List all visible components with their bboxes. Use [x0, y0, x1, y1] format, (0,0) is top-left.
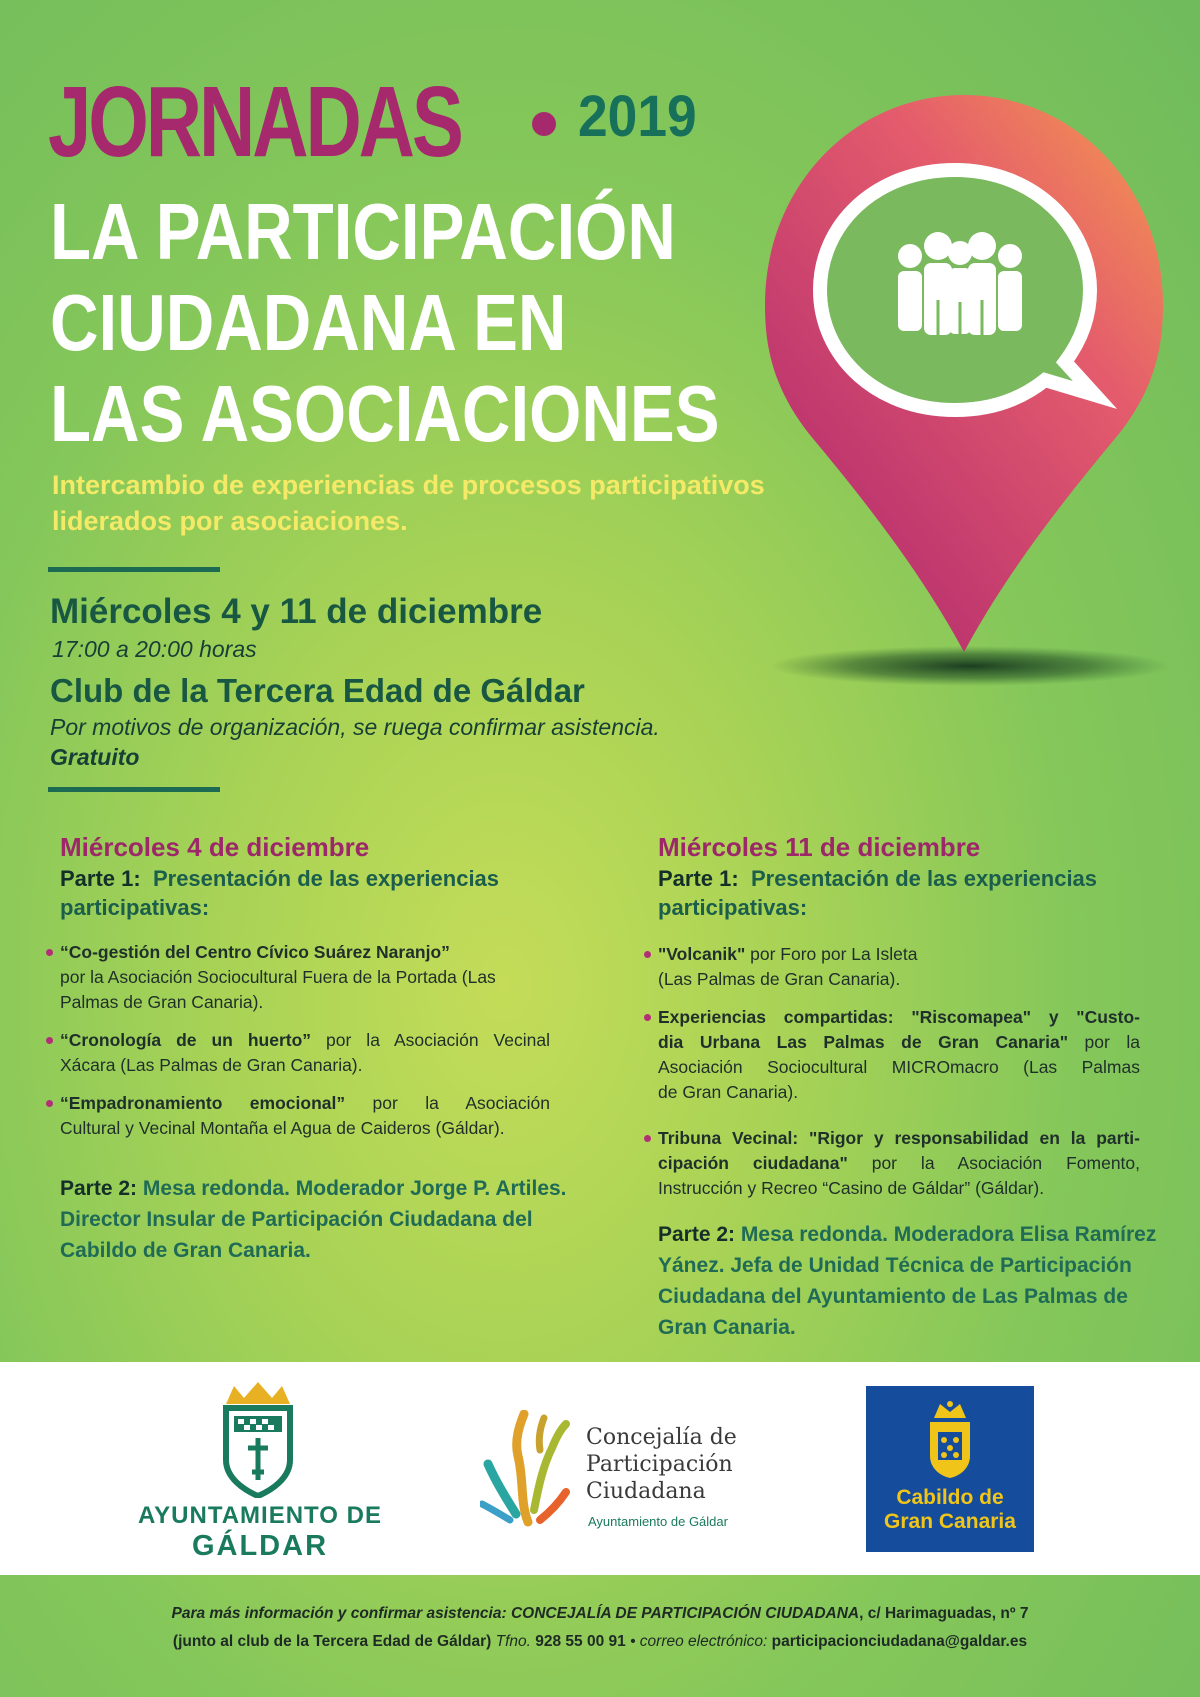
day2-heading: Miércoles 11 de diciembre [658, 832, 981, 862]
divider-top [48, 567, 220, 572]
day2-part2-label: Parte 2: [658, 1223, 736, 1246]
day1-part1-label: Parte 1: [60, 866, 141, 891]
cabildo-line-2: Gran Canaria [884, 1510, 1016, 1533]
day1-part2-label: Parte 2: [60, 1177, 138, 1200]
ayuntamiento-line-2: GÁLDAR [191, 1530, 329, 1562]
day2-part2-line-1: Mesa redonda. Moderadora Elisa Ramírez [740, 1223, 1157, 1246]
subtitle-line-2: liderados por asociaciones. [52, 506, 408, 536]
day2-part1-text-1: Presentación de las experiencias [750, 866, 1098, 891]
day2-item-2-line-2: de Gran Canaria). [658, 1082, 799, 1102]
event-dates: Miércoles 4 y 11 de diciembre [50, 592, 543, 631]
year: 2019 [578, 84, 697, 149]
day1-part1 [60, 864, 560, 922]
day2-item-2-title2: dia Urbana Las Palmas de Gran Canaria" [658, 1032, 1069, 1052]
divider-bottom [48, 787, 220, 792]
concejalia-line-3: Ciudadana [586, 1479, 706, 1504]
day1-part1-text-1: Presentación de las experiencias [152, 866, 500, 891]
day1-part2 [60, 1173, 580, 1266]
day2-item-1-line-1: (Las Palmas de Gran Canaria). [658, 969, 901, 989]
cabildo-shield-icon [924, 1400, 976, 1480]
event-time: 17:00 a 20:00 horas [52, 636, 257, 662]
day1-part2-line-2: Director Insular de Participación Ciudadana del [60, 1208, 533, 1231]
title-dot [532, 112, 556, 136]
footer-info-label: Para más información y confirmar asistencia: [171, 1605, 511, 1622]
jornadas-title: JORNADAS [48, 66, 461, 178]
day2-part2-line-4: Gran Canaria. [658, 1316, 796, 1339]
title-line-2: CIUDADANA EN [50, 278, 567, 367]
footer-concejalia: CONCEJALÍA DE PARTICIPACIÓN CIUDADANA [510, 1605, 860, 1622]
footer-email[interactable]: participacionciudadana@galdar.es [771, 1633, 1028, 1650]
day1-heading: Miércoles 4 de diciembre [60, 832, 370, 862]
logo-bar [0, 1362, 1200, 1575]
day1-item-1-title: “Co-gestión del Centro Cívico Suárez Naranjo” [60, 942, 450, 962]
day2-part1 [658, 864, 1158, 922]
day1-item-1 [60, 940, 550, 1015]
day2-item-2-after: por la [1068, 1032, 1141, 1052]
day1-item-3-after: por la Asociación [345, 1093, 550, 1113]
title-line-3: LAS ASOCIACIONES [50, 369, 720, 458]
cabildo-logo [866, 1386, 1034, 1552]
day2-item-3-after: por la Asociación Fomento, [847, 1153, 1141, 1173]
day2-item-2-title: Experiencias compartidas: "Riscomapea" y "Custo- [658, 1007, 1140, 1027]
day2-part2-line-3: Ciudadana del Ayuntamiento de Las Palmas de [658, 1285, 1128, 1308]
day2-item-3-title: Tribuna Vecinal: "Rigor y responsabilidad en la parti- [658, 1128, 1140, 1148]
footer-address-note: (junto al club de la Tercera Edad de Gáldar) [172, 1633, 492, 1650]
day2-item-3 [658, 1126, 1140, 1201]
concejalia-line-2: Participación [586, 1452, 733, 1477]
cabildo-name [866, 1486, 1034, 1534]
day1-item-2 [60, 1028, 550, 1078]
day2-item-3-title2: cipación ciudadana" [658, 1153, 848, 1173]
day2-part1-label: Parte 1: [658, 866, 739, 891]
day1-part1-text-2: participativas: [60, 895, 210, 920]
participation-hands-icon [480, 1410, 572, 1528]
day1-item-1-line-2: Palmas de Gran Canaria). [60, 992, 264, 1012]
galdar-shield-icon [220, 1380, 296, 1498]
concejalia-sub: Ayuntamiento de Gáldar [588, 1514, 728, 1529]
day1-part2-line-1: Mesa redonda. Moderador Jorge P. Artiles. [142, 1177, 567, 1200]
footer-line-2 [0, 1628, 1200, 1656]
day1-item-2-line-1: Xácara (Las Palmas de Gran Canaria). [60, 1055, 363, 1075]
event-place: Club de la Tercera Edad de Gáldar [50, 672, 585, 709]
day1-item-1-line-1: por la Asociación Sociocultural Fuera de la Portada (Las [60, 967, 496, 987]
event-note: Por motivos de organización, se ruega confirmar asistencia. [50, 714, 660, 740]
day2-item-1-after: por Foro por La Isleta [745, 944, 918, 964]
title-line-1: LA PARTICIPACIÓN [50, 187, 676, 276]
footer-line-1 [0, 1600, 1200, 1628]
day2-item-2 [658, 1005, 1140, 1105]
day1-item-2-after: por la Asociación Vecinal [311, 1030, 550, 1050]
day2-item-3-line-1: Instrucción y Recreo “Casino de Gáldar” (Gáldar). [658, 1178, 1045, 1198]
footer-phone: 928 55 00 91 [535, 1633, 626, 1650]
event-price: Gratuito [50, 744, 140, 770]
concejalia-line-1: Concejalía de [586, 1425, 737, 1450]
cabildo-line-1: Cabildo de [896, 1486, 1004, 1509]
day1-item-2-title: “Cronología de un huerto” [60, 1030, 312, 1050]
day2-part2 [658, 1219, 1178, 1343]
day2-item-2-line-1: Asociación Sociocultural MICROmacro (Las Palmas [658, 1057, 1140, 1077]
day1-item-3 [60, 1091, 550, 1141]
day2-item-1 [658, 942, 1140, 992]
day1-item-3-line-1: Cultural y Vecinal Montaña el Agua de Caideros (Gáldar). [60, 1118, 505, 1138]
subtitle [52, 467, 852, 539]
day2-part1-text-2: participativas: [658, 895, 808, 920]
footer [0, 1600, 1200, 1656]
day2-item-1-title: "Volcanik" [658, 944, 746, 964]
location-pin-graphic [740, 50, 1200, 690]
footer-phone-label: Tfno. [491, 1633, 536, 1650]
footer-email-label: • correo electrónico: [625, 1633, 772, 1650]
subtitle-line-1: Intercambio de experiencias de procesos participativos [52, 470, 765, 500]
day2-part2-line-2: Yánez. Jefa de Unidad Técnica de Participación [658, 1254, 1132, 1277]
footer-address: , c/ Harimaguadas, nº 7 [859, 1605, 1029, 1622]
pin-shadow [770, 646, 1170, 686]
ayuntamiento-line-1: AYUNTAMIENTO DE [138, 1502, 382, 1529]
day1-item-3-title: “Empadronamiento emocional” [60, 1093, 346, 1113]
day1-part2-line-3: Cabildo de Gran Canaria. [60, 1239, 311, 1262]
concejalia-name [586, 1424, 737, 1505]
